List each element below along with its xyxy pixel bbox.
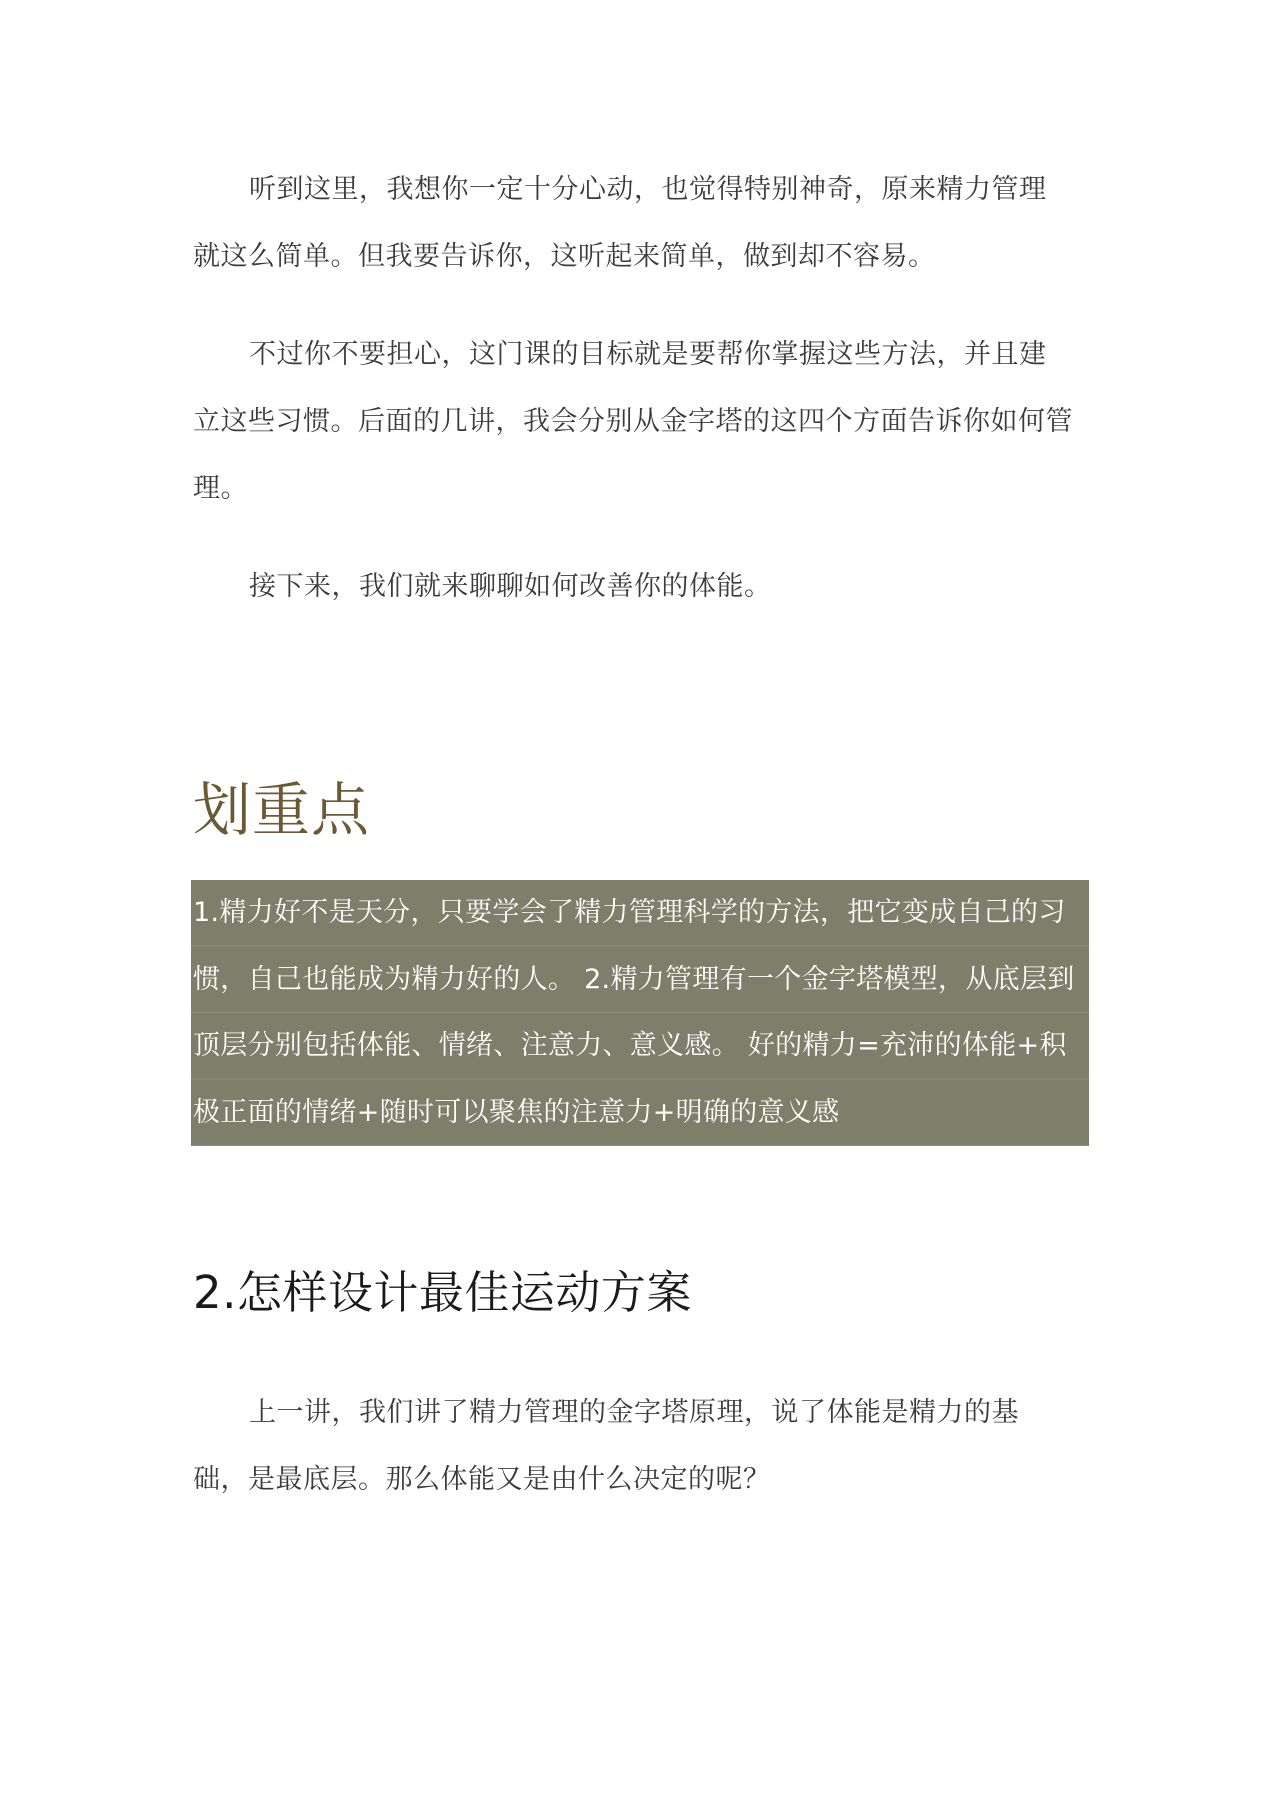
- intro-paragraph-3: 接下来，我们就来聊聊如何改善你的体能。: [249, 571, 772, 602]
- section-title: 2.怎样设计最佳运动方案: [193, 1266, 692, 1319]
- highlight-heading: 划重点: [193, 776, 371, 844]
- intro-paragraph-2: 不过你不要担心，这门课的目标就是要帮你掌握这些方法，并且建立这些习惯。后面的几讲，我会分别从金字塔的这四个方面告诉你如何管理。: [193, 339, 1073, 504]
- section-paragraph-1: 上一讲，我们讲了精力管理的金字塔原理，说了体能是精力的基础，是最底层。那么体能又是由什么决定的呢？: [193, 1397, 1019, 1495]
- key-points-text: 1.精力好不是天分，只要学会了精力管理科学的方法，把它变成自己的习惯，自己也能成为精力好的人。 2.精力管理有一个金字塔模型，从底层到顶层分别包括体能、情绪、注意力、意义感。 好的精力=充沛的体能+积极正面的情绪+随时可以聚焦的注意力+明确的意义感: [193, 897, 1075, 1128]
- intro-paragraph-1: 听到这里，我想你一定十分心动，也觉得特别神奇，原来精力管理就这么简单。但我要告诉你，这听起来简单，做到却不容易。: [193, 174, 1047, 272]
- key-points-box: [191, 880, 1089, 1146]
